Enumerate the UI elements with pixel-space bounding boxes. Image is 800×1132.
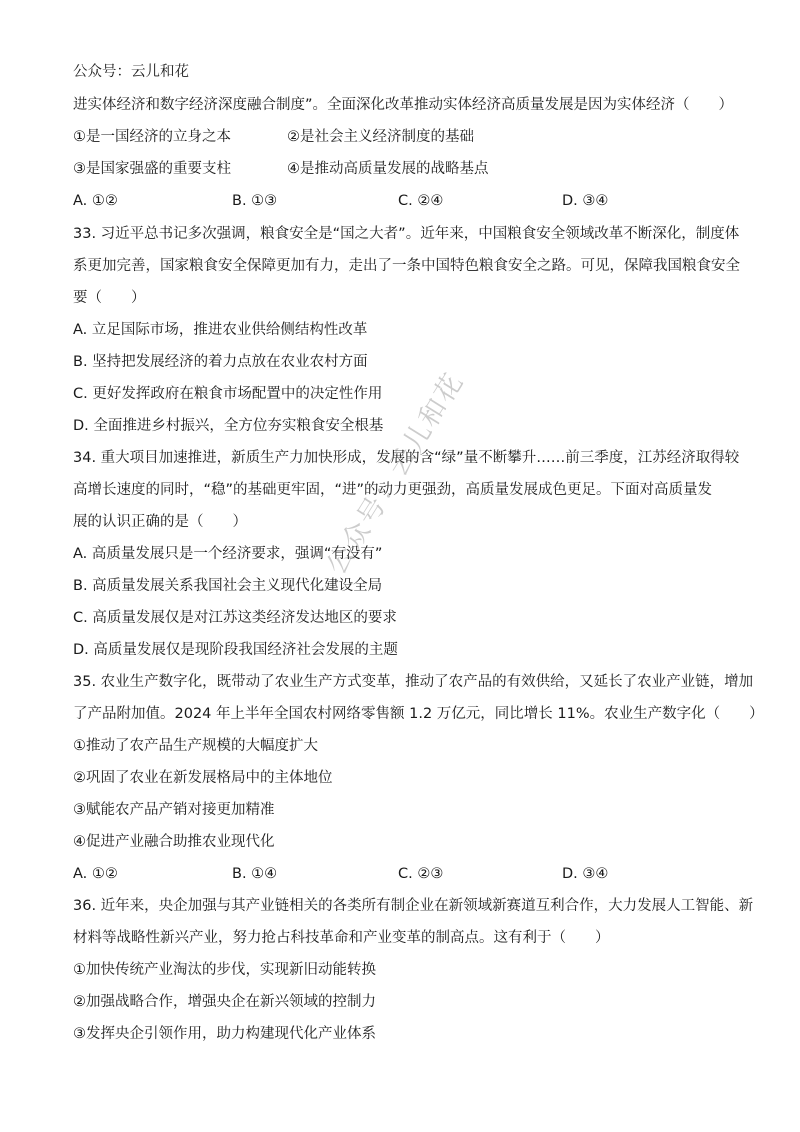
- question-stem-line: 35. 农业生产数字化，既带动了农业生产方式变革，推动了农产品的有效供给，又延长了农业产业链，增加: [73, 674, 754, 690]
- option-b: B. ①③: [232, 193, 278, 209]
- statement-2: ②是社会主义经济制度的基础: [287, 129, 474, 145]
- option-b: B. 坚持把发展经济的着力点放在农业农村方面: [73, 354, 368, 370]
- question-stem-line: 展的认识正确的是（ ）: [73, 514, 247, 530]
- option-d: D. 全面推进乡村振兴，全方位夯实粮食安全根基: [73, 418, 384, 434]
- question-stem-line: 材料等战略性新兴产业，努力抢占科技革命和产业变革的制高点。这有利于（ ）: [73, 930, 610, 946]
- option-d: D. ③④: [562, 193, 609, 209]
- option-a: A. ①②: [73, 866, 118, 882]
- question-stem-line: 36. 近年来，央企加强与其产业链相关的各类所有制企业在新领域新赛道互利合作，大力发展人工智能、新: [73, 898, 754, 914]
- option-c: C. ②④: [398, 193, 444, 209]
- question-stem-line: 系更加完善，国家粮食安全保障更加有力，走出了一条中国特色粮食安全之路。可见，保障我国粮食安全: [73, 258, 740, 274]
- option-d: D. ③④: [562, 866, 609, 882]
- question-stem-line: 高增长速度的同时，“稳”的基础更牢固，“进”的动力更强劲，高质量发展成色更足。下面对高质量发: [73, 482, 713, 498]
- option-c: C. 更好发挥政府在粮食市场配置中的决定性作用: [73, 386, 383, 402]
- question-stem-line: 要（ ）: [73, 290, 146, 306]
- watermark: 公众号：云儿和花: [320, 366, 471, 581]
- account-header: 公众号：云儿和花: [73, 64, 189, 80]
- option-a: A. ①②: [73, 193, 118, 209]
- question-stem-line: 34. 重大项目加速推进，新质生产力加快形成，发展的含“绿”量不断攀升……前三季度，江苏经济取得较: [73, 450, 740, 466]
- statement-1: ①加快传统产业淘汰的步伐，实现新旧动能转换: [73, 962, 376, 978]
- statement-1: ①推动了农产品生产规模的大幅度扩大: [73, 738, 318, 754]
- option-b: B. 高质量发展关系我国社会主义现代化建设全局: [73, 578, 383, 594]
- statement-2: ②加强战略合作，增强央企在新兴领域的控制力: [73, 994, 376, 1010]
- statement-3: ③是国家强盛的重要支柱: [73, 161, 231, 177]
- option-a: A. 立足国际市场，推进农业供给侧结构性改革: [73, 322, 368, 338]
- statement-4: ④促进产业融合助推农业现代化: [73, 834, 275, 850]
- option-c: C. ②③: [398, 866, 444, 882]
- option-b: B. ①④: [232, 866, 278, 882]
- question-stem-line: 进实体经济和数字经济深度融合制度”。全面深化改革推动实体经济高质量发展是因为实体经济（ ）: [73, 97, 734, 113]
- option-c: C. 高质量发展仅是对江苏这类经济发达地区的要求: [73, 610, 397, 626]
- statement-3: ③赋能农产品产销对接更加精准: [73, 802, 275, 818]
- statement-2: ②巩固了农业在新发展格局中的主体地位: [73, 770, 333, 786]
- question-stem-line: 了产品附加值。2024 年上半年全国农村网络零售额 1.2 万亿元，同比增长 11%。农业生产数字化（ ）: [73, 706, 764, 722]
- statement-1: ①是一国经济的立身之本: [73, 129, 231, 145]
- option-d: D. 高质量发展仅是现阶段我国经济社会发展的主题: [73, 642, 398, 658]
- option-a: A. 高质量发展只是一个经济要求，强调“有没有”: [73, 546, 383, 562]
- question-stem-line: 33. 习近平总书记多次强调，粮食安全是“国之大者”。近年来，中国粮食安全领域改革不断深化，制度体: [73, 226, 740, 242]
- statement-3: ③发挥央企引领作用，助力构建现代化产业体系: [73, 1026, 376, 1042]
- statement-4: ④是推动高质量发展的战略基点: [287, 161, 489, 177]
